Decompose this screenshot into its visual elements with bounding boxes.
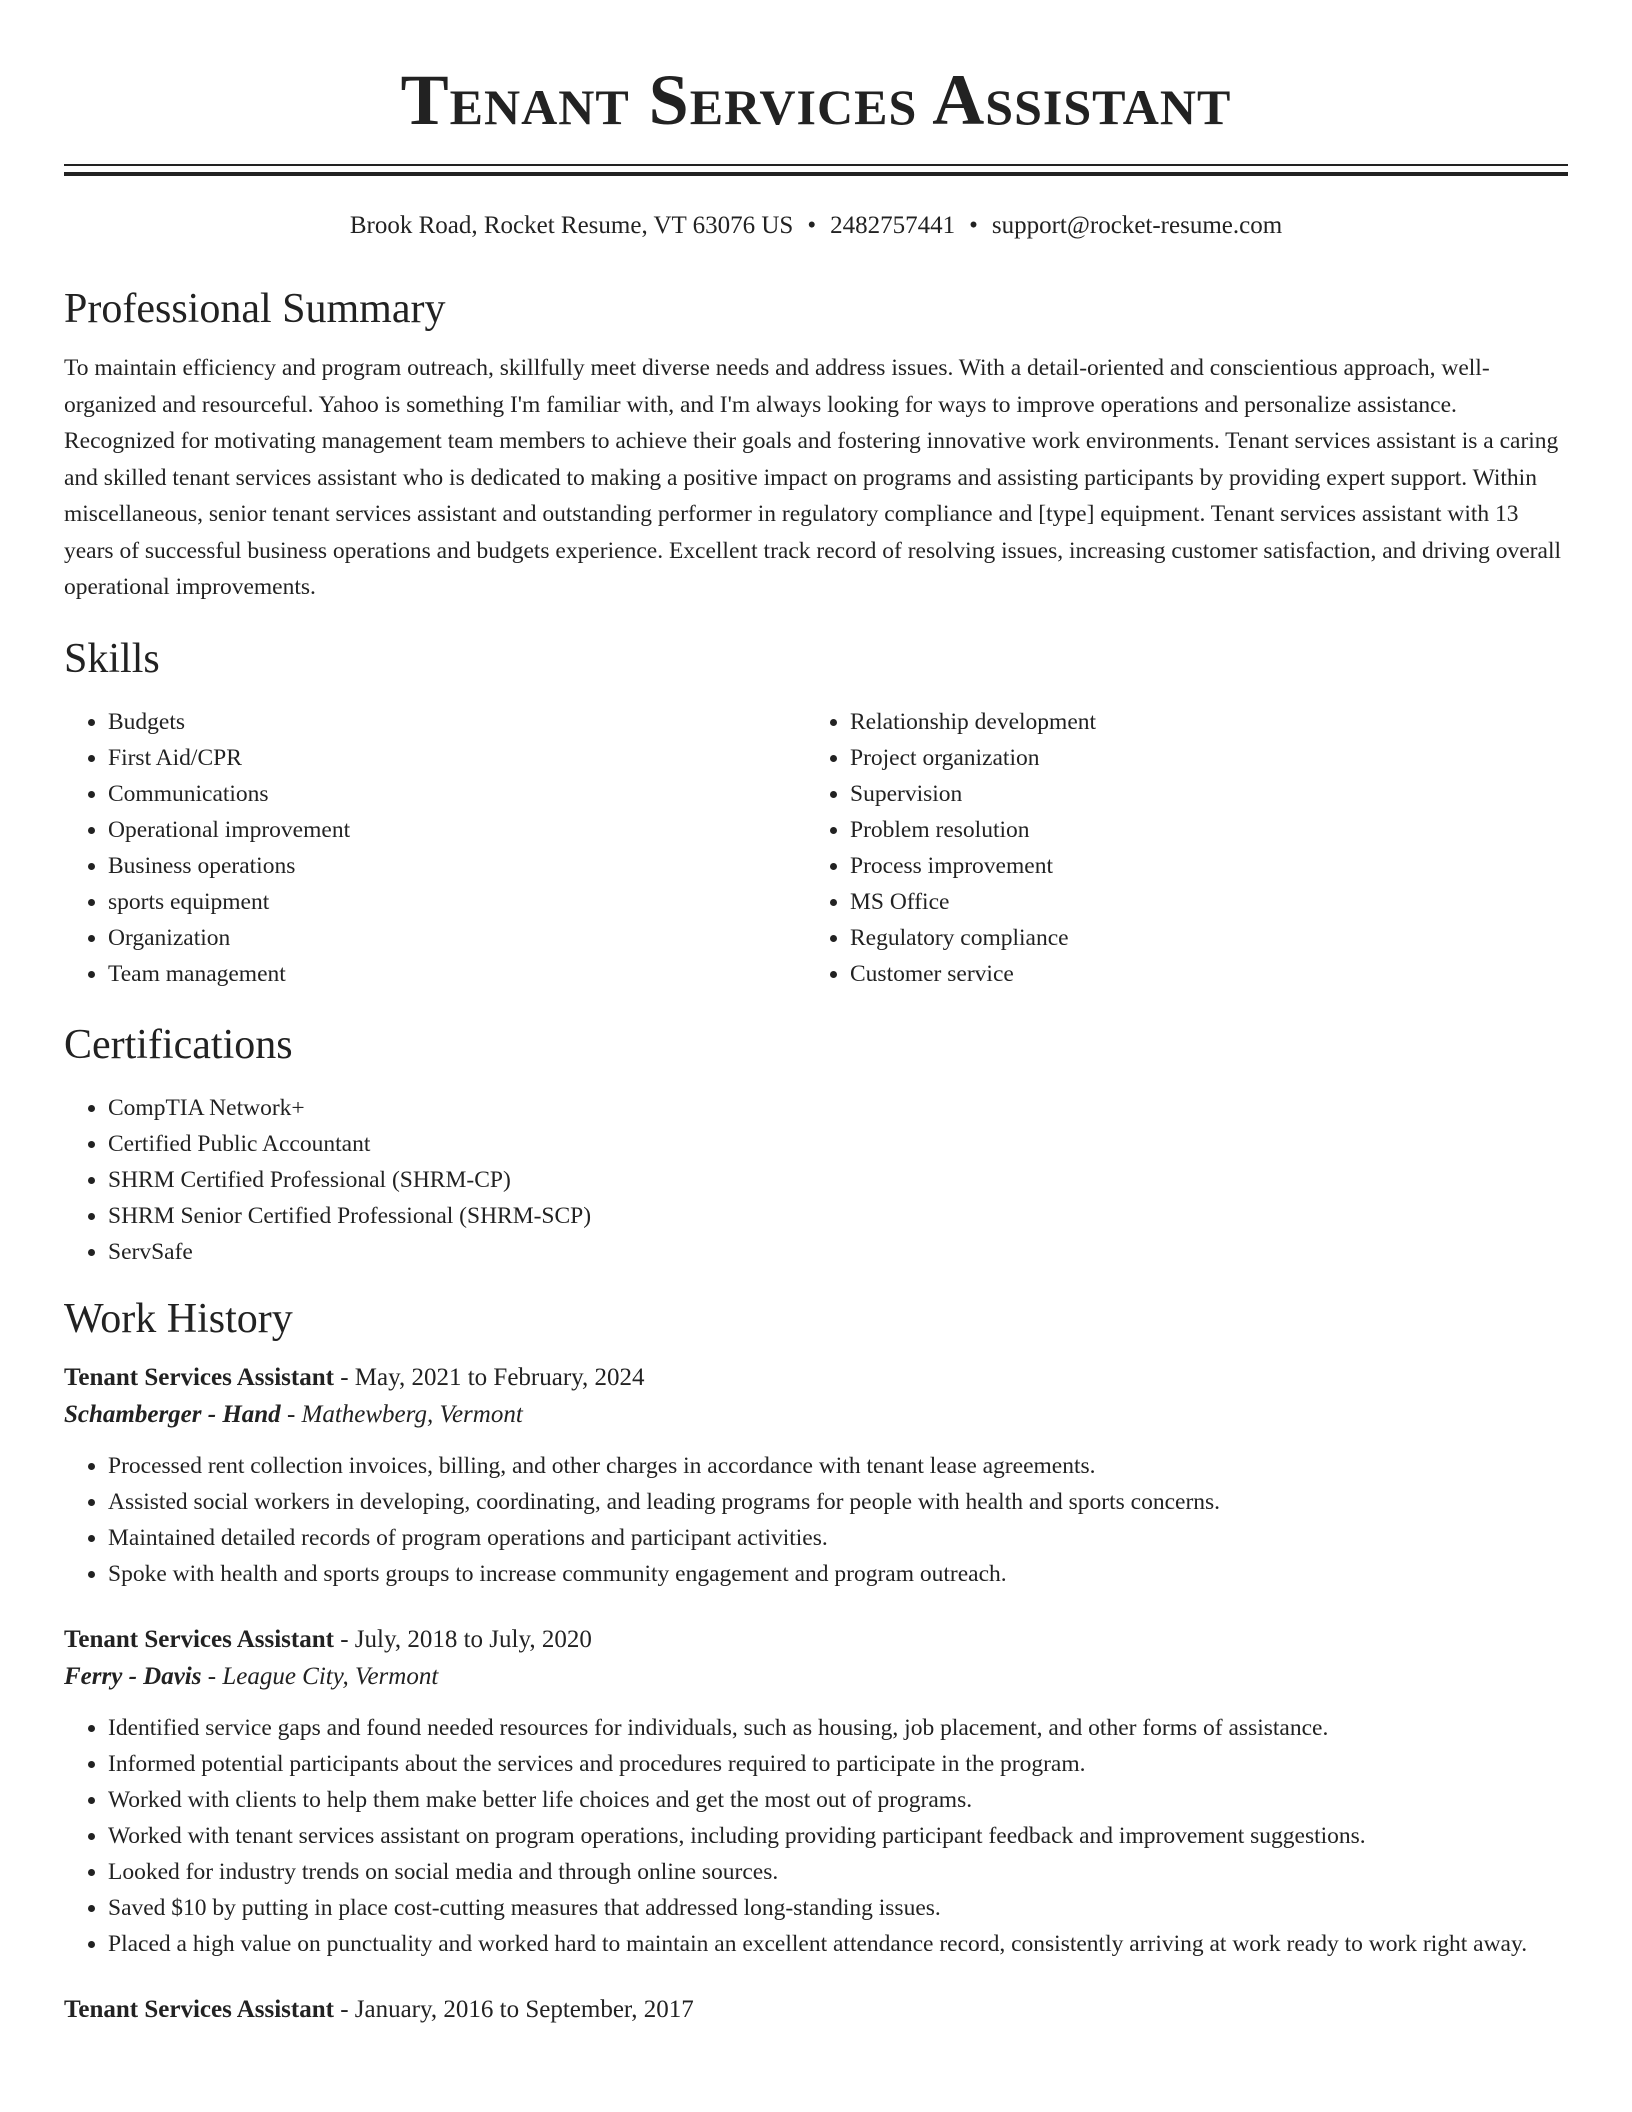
job-duty: • Looked for industry trends on social media and through online sources. — [108, 1854, 1568, 1890]
job-header: Tenant Services Assistant - July, 2018 to July, 2020 — [64, 1625, 592, 1653]
job-duty: • Assisted social workers in developing, coordinating, and leading programs for people with health and sports concerns. — [108, 1484, 1568, 1520]
skill-item: • Supervision — [850, 776, 1548, 812]
job-location: League City, Vermont — [222, 1662, 439, 1690]
job-location: Mathewberg, Vermont — [301, 1400, 523, 1428]
job-title: Tenant Services Assistant — [64, 1625, 334, 1653]
resume-name: Tenant Services Assistant — [400, 60, 1232, 140]
job-dates: January, 2016 to September, 2017 — [354, 1995, 694, 2023]
summary-heading: Professional Summary — [64, 286, 446, 332]
skill-item: • Process improvement — [850, 848, 1548, 884]
header-divider — [64, 164, 1568, 176]
skill-item: • sports equipment — [108, 884, 806, 920]
contact-separator: • — [807, 212, 817, 239]
job-entry — [64, 1360, 1568, 1592]
job-entry — [64, 1992, 1568, 2028]
job-duty: • Placed a high value on punctuality and worked hard to maintain an excellent attendance record, consistently arriving at work ready to work right away. — [108, 1926, 1568, 1962]
contact-address: Brook Road, Rocket Resume, VT 63076 US — [349, 212, 794, 239]
job-dates: July, 2018 to July, 2020 — [354, 1625, 592, 1653]
skill-item: • Business operations — [108, 848, 806, 884]
certification-item: • ServSafe — [108, 1234, 1568, 1270]
job-duties — [64, 1448, 1568, 1592]
job-entry — [64, 1622, 1568, 1962]
certification-item: • CompTIA Network+ — [108, 1090, 1568, 1126]
certifications-heading: Certifications — [64, 1021, 293, 1068]
job-duty: • Saved $10 by putting in place cost-cutting measures that addressed long-standing issues. — [108, 1890, 1568, 1926]
summary-text: To maintain efficiency and program outreach, skillfully meet diverse needs and address issues. With a detail-oriented and conscientious approach, well-organized and resourceful. Yahoo is something I'm familiar with, and I'm always looking for ways to improve operations and personalize assistance. Recognized for motivating management team members to achieve their goals and fostering innovative work environments. Tenant services assistant is a caring and skilled tenant services assistant who is dedicated to making a positive impact on programs and assisting participants by providing expert support. Within miscellaneous, senior tenant services assistant and outstanding performer in regulatory compliance and [type] equipment. Tenant services assistant with 13 years of successful business operations and budgets experience. Excellent track record of resolving issues, increasing customer satisfaction, and driving overall operational improvements. — [64, 355, 1562, 600]
job-company: Schamberger - Hand — [64, 1400, 281, 1428]
skill-item: • Project organization — [850, 740, 1548, 776]
job-duty: • Maintained detailed records of program operations and participant activities. — [108, 1520, 1568, 1556]
job-title: Tenant Services Assistant — [64, 1995, 334, 2023]
skills-heading: Skills — [64, 635, 160, 682]
skill-item: • Team management — [108, 956, 806, 992]
contact-email: support@rocket-resume.com — [991, 212, 1283, 239]
skill-item: • First Aid/CPR — [108, 740, 806, 776]
skill-item: • Relationship development — [850, 704, 1548, 740]
certification-item: • Certified Public Accountant — [108, 1126, 1568, 1162]
job-header: Tenant Services Assistant - January, 2016 to September, 2017 — [64, 1995, 694, 2023]
job-employer: Ferry - Davis - League City, Vermont — [64, 1662, 439, 1690]
skill-item: • Budgets — [108, 704, 806, 740]
skill-item: • Customer service — [850, 956, 1548, 992]
skill-item: • MS Office — [850, 884, 1548, 920]
job-company: Ferry - Davis — [64, 1662, 202, 1690]
job-duties — [64, 1710, 1568, 1962]
job-header: Tenant Services Assistant - May, 2021 to February, 2024 — [64, 1363, 645, 1391]
job-duty: • Informed potential participants about the services and procedures required to participate in the program. — [108, 1746, 1568, 1782]
job-duty: • Spoke with health and sports groups to increase community engagement and program outreach. — [108, 1556, 1568, 1592]
certification-item: • SHRM Certified Professional (SHRM-CP) — [108, 1162, 1568, 1198]
skills-list-right — [806, 704, 1548, 992]
certifications-list — [64, 1090, 1568, 1270]
skills-columns — [64, 704, 1568, 992]
work-history-heading: Work History — [64, 1295, 293, 1342]
job-duty: • Processed rent collection invoices, billing, and other charges in accordance with tenant lease agreements. — [108, 1448, 1568, 1484]
job-title: Tenant Services Assistant — [64, 1363, 334, 1391]
certification-item: • SHRM Senior Certified Professional (SHRM-SCP) — [108, 1198, 1568, 1234]
contact-line — [64, 210, 1568, 242]
contact-phone: 2482757441 — [830, 212, 956, 239]
job-employer: Schamberger - Hand - Mathewberg, Vermont — [64, 1400, 523, 1428]
job-dates: May, 2021 to February, 2024 — [354, 1363, 645, 1391]
contact-separator: • — [969, 212, 978, 239]
skill-item: • Operational improvement — [108, 812, 806, 848]
skill-item: • Regulatory compliance — [850, 920, 1548, 956]
skill-item: • Communications — [108, 776, 806, 812]
job-duty: • Identified service gaps and found needed resources for individuals, such as housing, job placement, and other forms of assistance. — [108, 1710, 1568, 1746]
skill-item: • Problem resolution — [850, 812, 1548, 848]
job-duty: • Worked with clients to help them make better life choices and get the most out of programs. — [108, 1782, 1568, 1818]
skill-item: • Organization — [108, 920, 806, 956]
job-duty: • Worked with tenant services assistant on program operations, including providing participant feedback and improvement suggestions. — [108, 1818, 1568, 1854]
skills-list-left — [64, 704, 806, 992]
